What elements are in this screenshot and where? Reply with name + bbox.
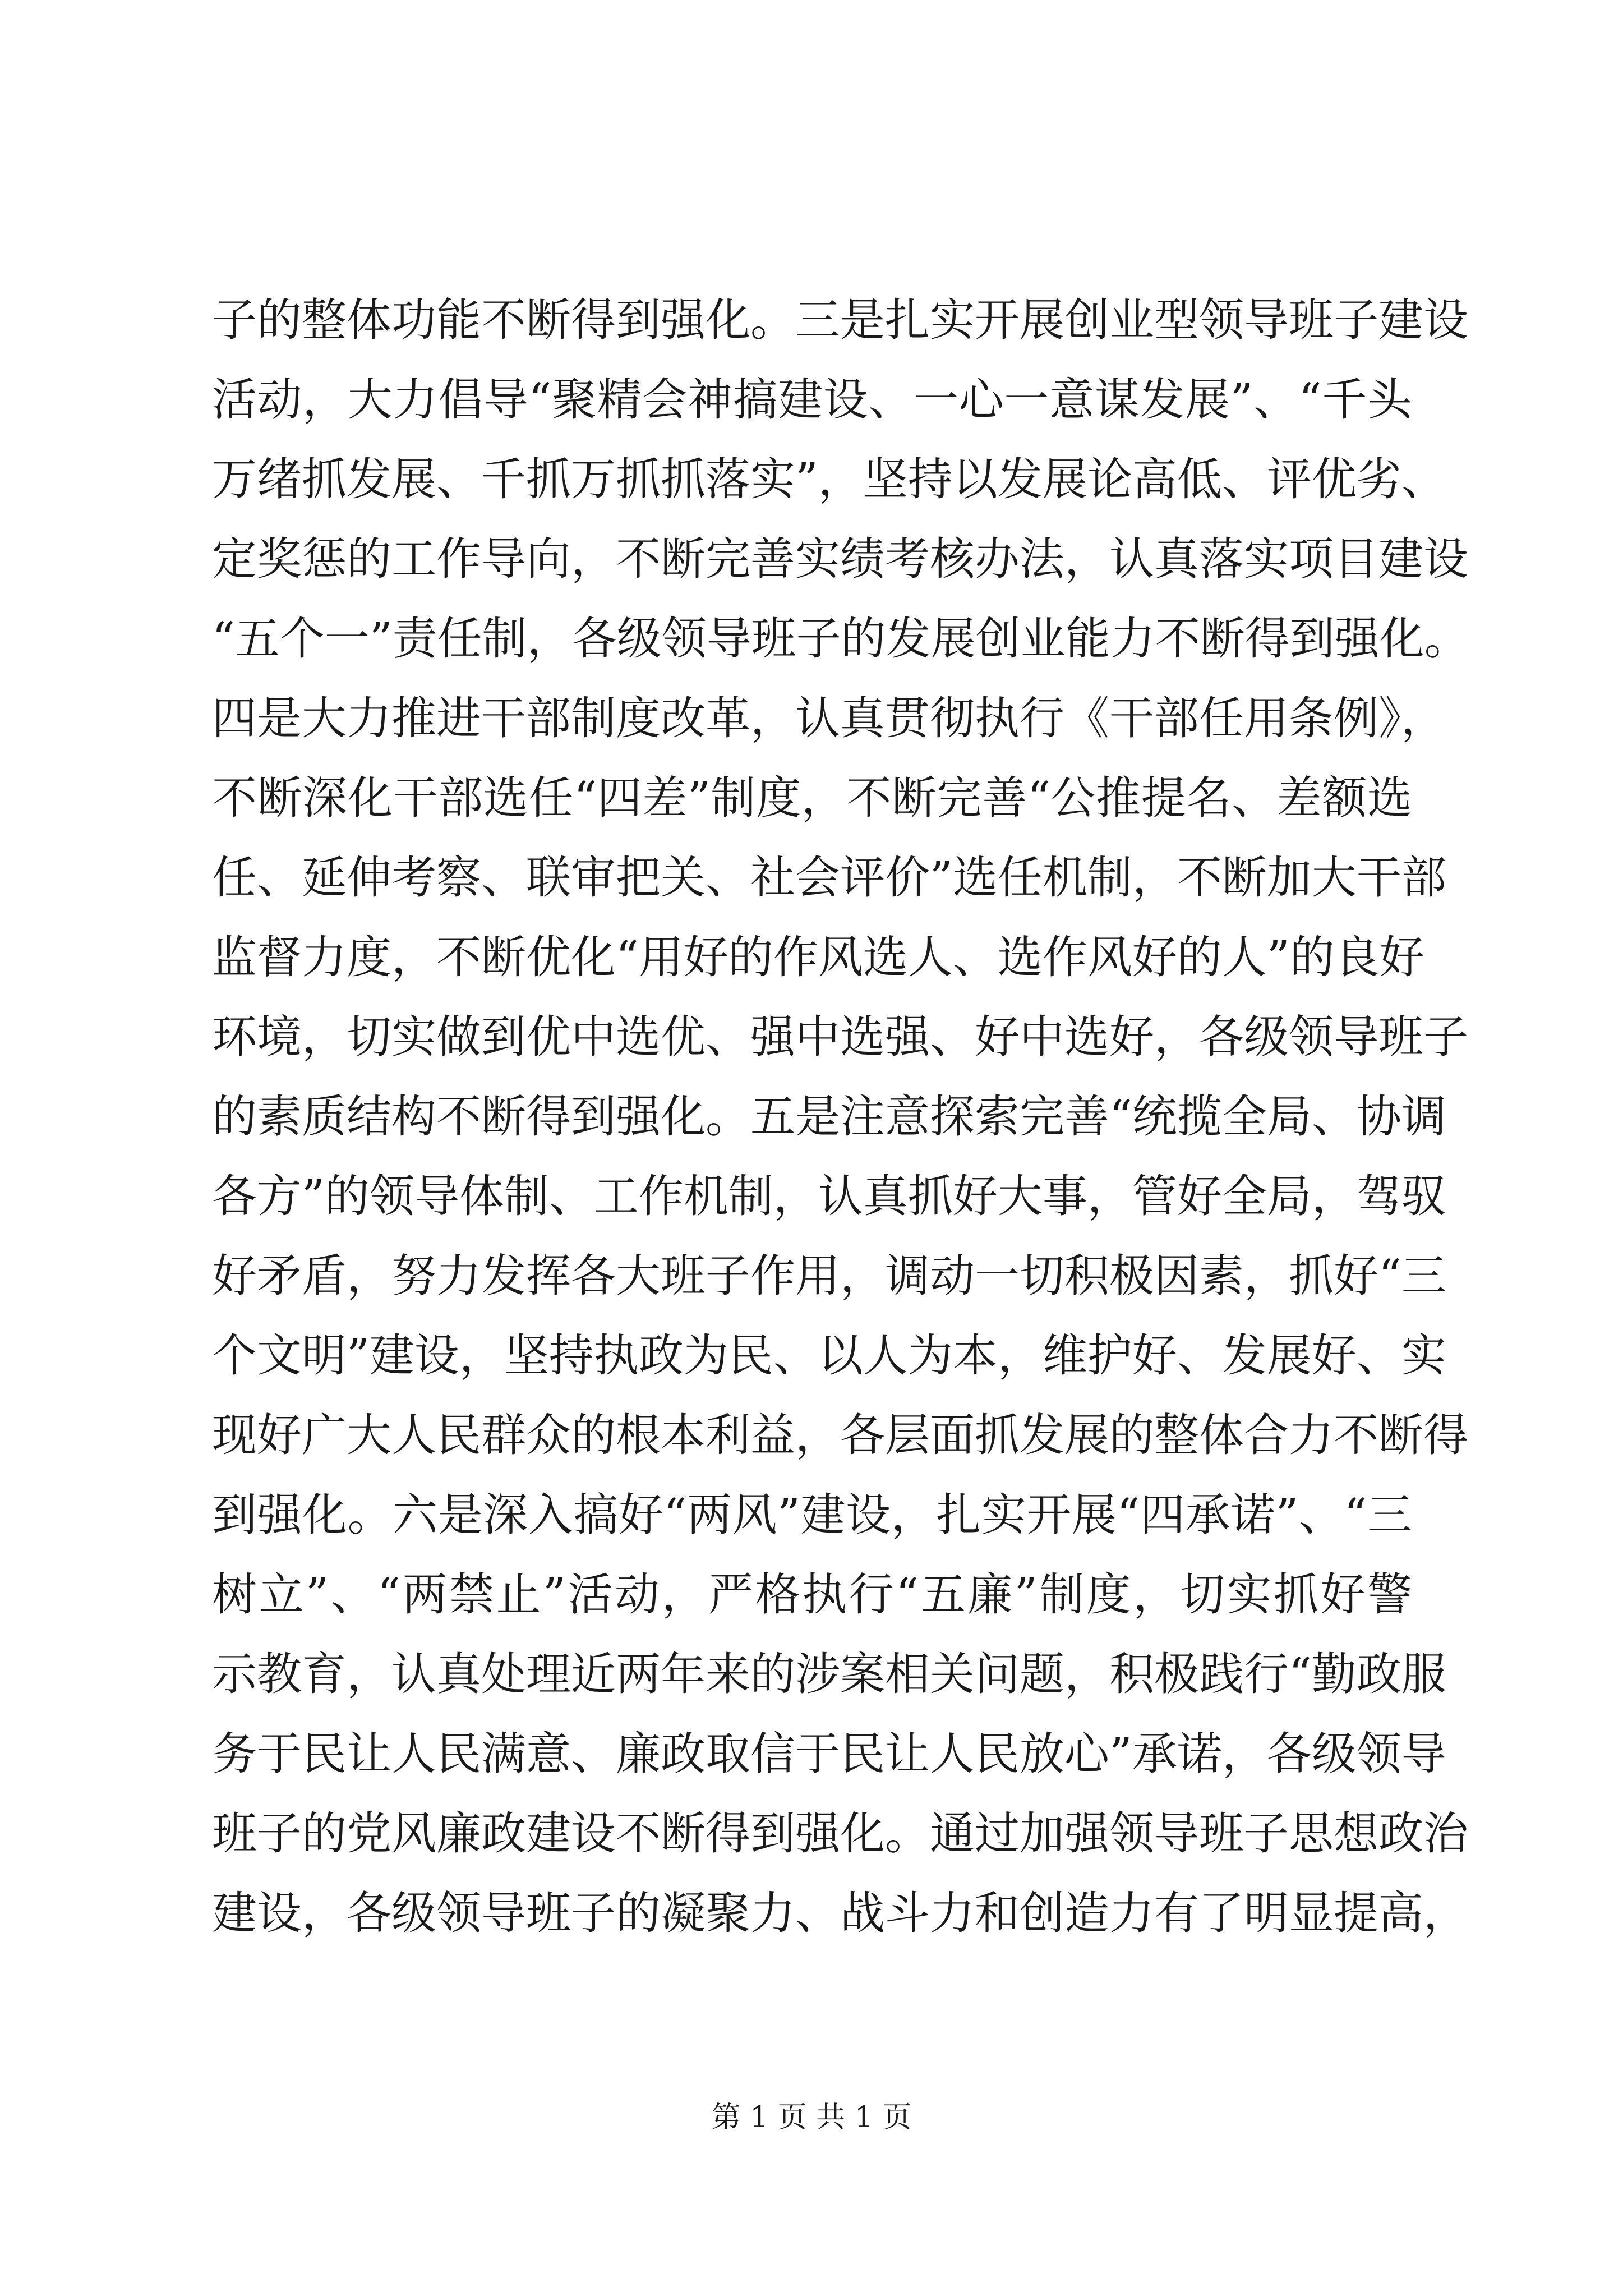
text-line-14: 个文明”建设，坚持执政为民、以人为本，维护好、发展好、实 — [212, 1329, 1446, 1382]
text-line-6: 四是大力推进干部制度改革，认真贯彻执行《干部任用条例》， — [212, 692, 1446, 744]
text-line-11: 的素质结构不断得到强化。五是注意探索完善“统揽全局、协调 — [212, 1091, 1446, 1143]
text-line-17: 树立”、“两禁止”活动，严格执行“五廉”制度，切实抓好警 — [212, 1568, 1412, 1621]
body-text — [212, 280, 1469, 1953]
text-line-5: “五个一”责任制，各级领导班子的发展创业能力不断得到强化。 — [212, 613, 1469, 665]
text-line-19: 务于民让人民满意、廉政取信于民让人民放心”承诺，各级领导 — [212, 1728, 1446, 1780]
page-number-label: 第 1 页 共 1 页 — [711, 2101, 912, 2134]
text-line-10: 环境，切实做到优中选优、强中选强、好中选好，各级领导班子 — [212, 1011, 1468, 1063]
text-line-8: 任、延伸考察、联审把关、社会评价”选任机制，不断加大干部 — [212, 852, 1446, 904]
text-line-12: 各方”的领导体制、工作机制，认真抓好大事，管好全局，驾驭 — [212, 1170, 1446, 1222]
text-line-13: 好矛盾，努力发挥各大班子作用，调动一切积极因素，抓好“三 — [212, 1250, 1446, 1302]
text-line-18: 示教育，认真处理近两年来的涉案相关问题，积极践行“勤政服 — [212, 1648, 1446, 1700]
text-line-21: 建设，各级领导班子的凝聚力、战斗力和创造力有了明显提高， — [212, 1887, 1468, 1939]
text-line-15: 现好广大人民群众的根本利益，各层面抓发展的整体合力不断得 — [212, 1409, 1468, 1461]
text-line-7: 不断深化干部选任“四差”制度，不断完善“公推提名、差额选 — [212, 772, 1412, 824]
text-line-1: 子的整体功能不断得到强化。三是扎实开展创业型领导班子建设 — [212, 294, 1468, 346]
text-line-3: 万绪抓发展、千抓万抓抓落实”，坚持以发展论高低、评优劣、 — [212, 453, 1446, 505]
text-line-9: 监督力度，不断优化“用好的作风选人、选作风好的人”的良好 — [212, 931, 1424, 983]
text-line-2: 活动，大力倡导“聚精会神搞建设、一心一意谋发展”、“千头 — [212, 374, 1412, 426]
text-line-20: 班子的党风廉政建设不断得到强化。通过加强领导班子思想政治 — [212, 1807, 1468, 1860]
text-line-4: 定奖惩的工作导向，不断完善实绩考核办法，认真落实项目建设 — [212, 533, 1468, 585]
page-footer — [0, 2098, 1623, 2137]
text-line-16: 到强化。六是深入搞好“两风”建设，扎实开展“四承诺”、“三 — [212, 1489, 1412, 1541]
